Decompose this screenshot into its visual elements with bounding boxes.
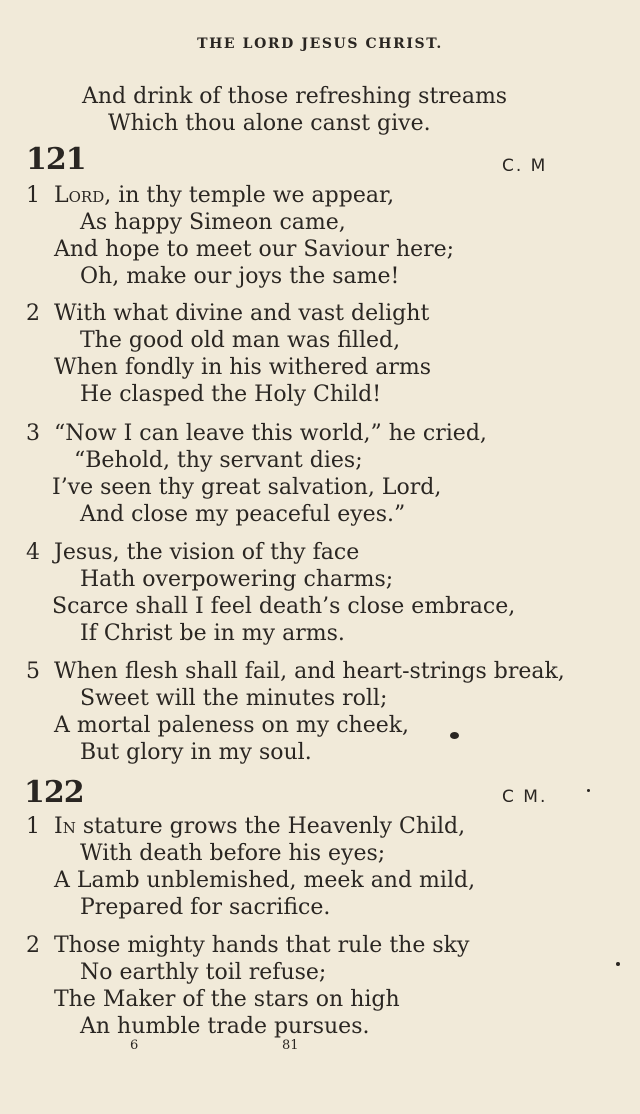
verse-first-line (26, 183, 394, 209)
verse-line: Oh, make our joys the same! (80, 264, 400, 289)
signature-mark: 6 (130, 1038, 139, 1053)
verse-first-line (26, 814, 465, 840)
hymn-meter: C M. (502, 787, 548, 807)
verse-first-line-text: With what divine and vast delight (54, 301, 430, 326)
verse-first-line-text: When flesh shall fail, and heart-strings break, (54, 659, 565, 684)
verse-line: Prepared for sacrifice. (80, 895, 331, 920)
verse-line: Scarce shall I feel death’s close embrace, (52, 594, 516, 619)
verse-line: I’ve seen thy great salvation, Lord, (52, 475, 442, 500)
hymn-number: 122 (24, 775, 84, 810)
verse-first-line-text: Jesus, the vision of thy face (54, 540, 360, 565)
ink-speck (616, 962, 620, 966)
verse-first-line-text: stature grows the Heavenly Child, (75, 814, 466, 839)
verse-number: 2 (26, 301, 40, 326)
verse-line: An humble trade pursues. (80, 1014, 370, 1039)
verse-number: 2 (26, 933, 40, 958)
verse-line: Sweet will the minutes roll; (80, 686, 388, 711)
verse-first-line (26, 301, 429, 327)
verse-line: A mortal paleness on my cheek, (54, 713, 410, 738)
verse-number: 1 (26, 814, 40, 839)
continuation-line: Which thou alone canst give. (108, 111, 431, 136)
verse-first-word: In (54, 814, 76, 839)
verse-line: And close my peaceful eyes.” (80, 502, 406, 527)
continuation-line: And drink of those refreshing streams (82, 84, 508, 109)
verse-number: 1 (26, 183, 40, 208)
verse-line: As happy Simeon came, (80, 210, 346, 235)
verse-line: But glory in my soul. (80, 740, 312, 765)
verse-first-word: Lord (54, 183, 105, 208)
running-head: THE LORD JESUS CHRIST. (197, 36, 443, 52)
verse-line: When fondly in his withered arms (54, 355, 432, 380)
verse-first-line-text: Those mighty hands that rule the sky (54, 933, 470, 958)
verse-line: He clasped the Holy Child! (80, 382, 382, 407)
verse-first-line (26, 540, 359, 566)
verse-line: The Maker of the stars on high (54, 987, 400, 1012)
verse-line: “Behold, thy servant dies; (74, 448, 363, 473)
verse-line: If Christ be in my arms. (80, 621, 345, 646)
verse-line: No earthly toil refuse; (80, 960, 327, 985)
ink-speck (450, 732, 459, 739)
hymn-meter: C. M (502, 156, 548, 176)
verse-first-line (26, 933, 469, 959)
verse-line: A Lamb unblemished, meek and mild, (54, 868, 476, 893)
ink-speck (587, 789, 590, 792)
hymn-number: 121 (26, 142, 86, 177)
verse-number: 5 (26, 659, 40, 684)
verse-line: With death before his eyes; (80, 841, 386, 866)
verse-number: 4 (26, 540, 40, 565)
verse-line: The good old man was filled, (80, 328, 401, 353)
verse-number: 3 (26, 421, 40, 446)
verse-first-line (26, 659, 565, 685)
verse-line: And hope to meet our Saviour here; (54, 237, 455, 262)
verse-first-line-text: , in thy temple we appear, (104, 183, 395, 208)
verse-first-line (26, 421, 487, 447)
verse-line: Hath overpowering charms; (80, 567, 394, 592)
page-number: 81 (282, 1038, 299, 1053)
verse-first-line-text: “Now I can leave this world,” he cried, (54, 421, 487, 446)
